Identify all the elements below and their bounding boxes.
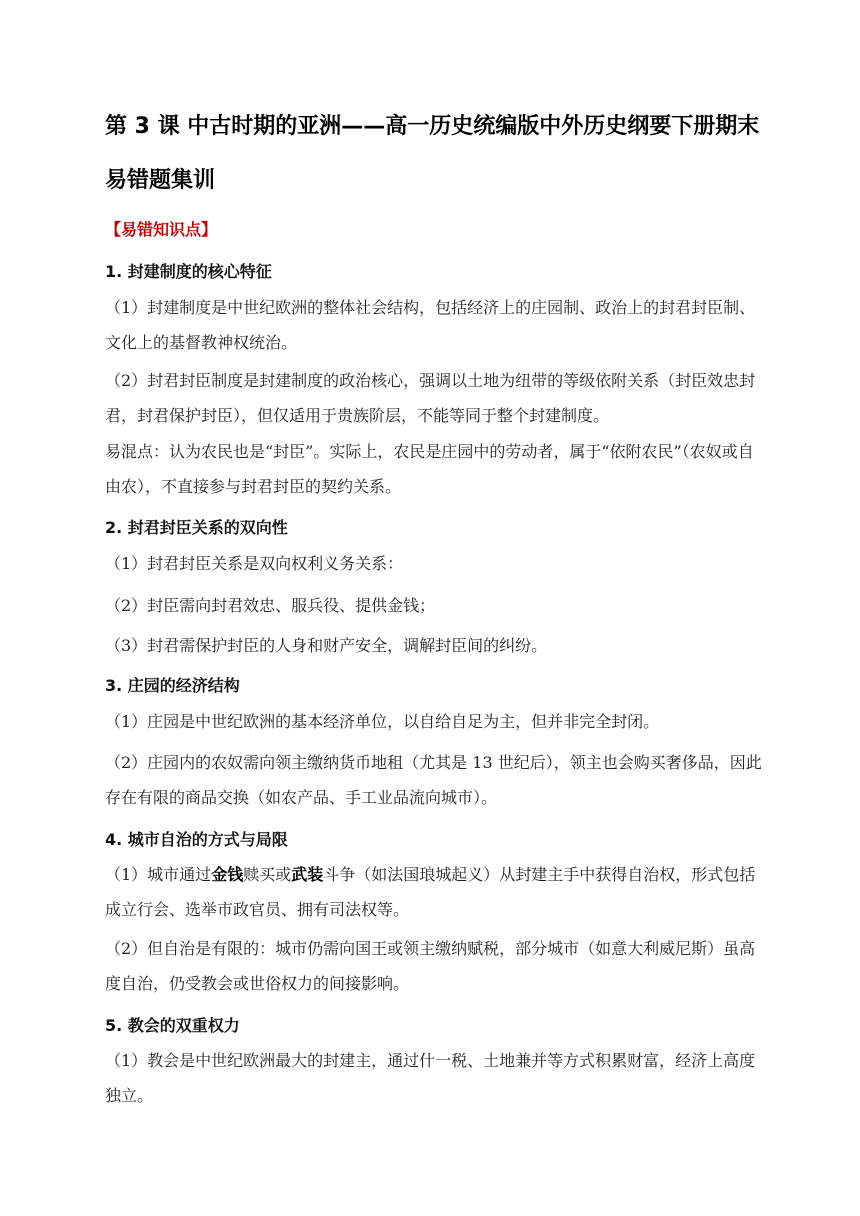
section-2-heading: 2. 封君封臣关系的双向性 (105, 518, 288, 537)
section-1-paragraph-1: （1）封建制度是中世纪欧洲的整体社会结构，包括经济上的庄园制、政治上的封君封臣制、文化上的基督教神权统治。 (105, 298, 756, 352)
section-2-paragraph-2: （2）封臣需向封君效忠、服兵役、提供金钱； (105, 596, 436, 615)
document-title-line-1: 第 3 课 中古时期的亚洲——高一历史统编版中外历史纲要下册期末 (105, 114, 760, 139)
section-3-heading: 3. 庄园的经济结构 (105, 676, 240, 695)
section-2-paragraph-3: （3）封君需保护封臣的人身和财产安全，调解封臣间的纠纷。 (105, 636, 548, 655)
section-5-paragraph-1: （1）教会是中世纪欧洲最大的封建主，通过什一税、土地兼并等方式积累财富，经济上高度独立。 (105, 1051, 756, 1105)
emphasis-armed: 武装 (291, 865, 324, 884)
section-4-paragraph-2: （2）但自治是有限的：城市仍需向国王或领主缴纳赋税，部分城市（如意大利威尼斯）虽高度自治，仍受教会或世俗权力的间接影响。 (105, 939, 756, 993)
document-title-line-2: 易错题集训 (105, 168, 216, 193)
section-1-paragraph-2: （2）封君封臣制度是封建制度的政治核心，强调以土地为纽带的等级依附关系（封臣效忠封君，封君保护封臣），但仅适用于贵族阶层，不能等同于整个封建制度。 (105, 371, 756, 425)
section-3-paragraph-2: （2）庄园内的农奴需向领主缴纳货币地租（尤其是 13 世纪后），领主也会购买奢侈品，因此存在有限的商品交换（如农产品、手工业品流向城市）。 (105, 753, 762, 807)
knowledge-points-label: 【易错知识点】 (105, 220, 218, 239)
section-5-heading: 5. 教会的双重权力 (105, 1016, 240, 1035)
section-3-paragraph-1: （1）庄园是中世纪欧洲的基本经济单位，以自给自足为主，但并非完全封闭。 (105, 712, 660, 731)
section-4-heading: 4. 城市自治的方式与局限 (105, 830, 288, 849)
section-2-paragraph-1: （1）封君封臣关系是双向权利义务关系： (105, 554, 404, 573)
section-4-paragraph-1: （1）城市通过金钱赎买或武装斗争（如法国琅城起义）从封建主手中获得自治权，形式包括成立行会、选举市政官员、拥有司法权等。 (105, 865, 756, 919)
section-1-heading: 1. 封建制度的核心特征 (105, 262, 272, 281)
section-1-confusion-note: 易混点：认为农民也是“封臣”。实际上，农民是庄园中的劳动者，属于“依附农民”（农奴或自由农），不直接参与封君封臣的契约关系。 (105, 442, 754, 496)
emphasis-money: 金钱 (211, 865, 244, 884)
